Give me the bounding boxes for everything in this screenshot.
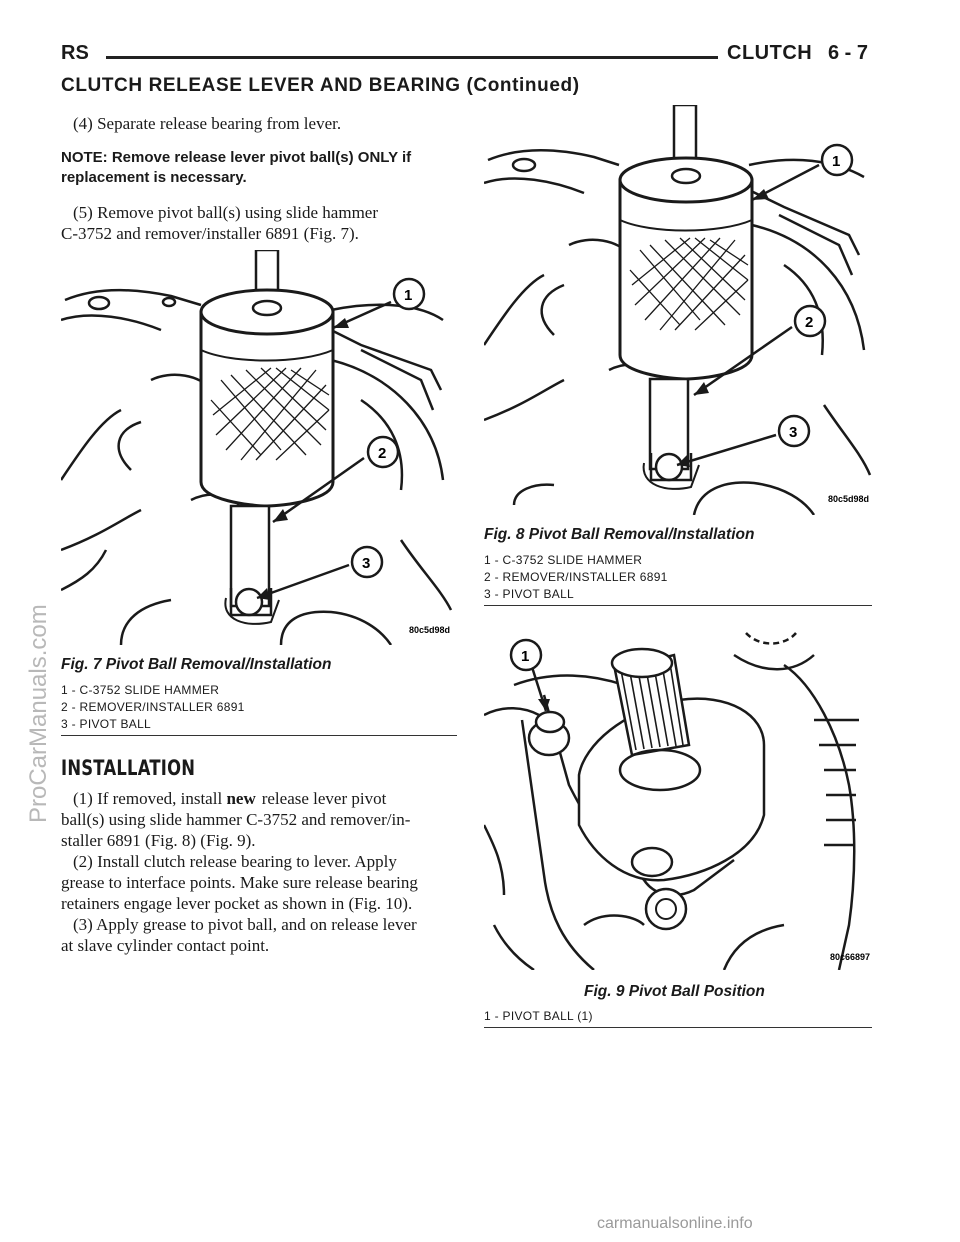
fig8-illustration: [484, 105, 872, 515]
header-rule: [106, 56, 718, 59]
header-page-number: 6 - 7: [828, 42, 869, 64]
install-step-3-line-1: (3) Apply grease to pivot ball, and on release lever: [73, 915, 417, 934]
removal-step-5-line-1: (5) Remove pivot ball(s) using slide hammer: [73, 203, 378, 222]
fig7-legend-item-1: 1 - C-3752 SLIDE HAMMER: [61, 683, 220, 697]
bottom-watermark: carmanualsonline.info: [597, 1215, 753, 1232]
fig9-callout-1: 1: [521, 648, 530, 665]
fig8-callout-1: 1: [832, 153, 841, 170]
fig9-caption-title: Fig. 9 Pivot Ball Position: [584, 983, 765, 1000]
fig8-legend-item-2: 2 - REMOVER/INSTALLER 6891: [484, 570, 668, 584]
install-step-1-text-a: (1) If removed, install: [73, 789, 227, 808]
header-manual-code: RS: [61, 42, 89, 64]
fig8-legend-item-3: 3 - PIVOT BALL: [484, 587, 575, 601]
installation-heading: INSTALLATION: [61, 756, 196, 780]
install-step-3-line-2: at slave cylinder contact point.: [61, 936, 270, 955]
fig7-legend-item-3: 3 - PIVOT BALL: [61, 717, 152, 731]
install-step-2-line-1: (2) Install clutch release bearing to lever. Apply: [73, 852, 397, 871]
fig7-drawing-code: 80c5d98d: [409, 625, 451, 635]
install-step-1-bold: new: [226, 789, 256, 808]
fig9-legend-item-1: 1 - PIVOT BALL (1): [484, 1009, 593, 1023]
fig8-caption-title: Fig. 8 Pivot Ball Removal/Installation: [484, 526, 755, 543]
fig7-caption-title: Fig. 7 Pivot Ball Removal/Installation: [61, 656, 332, 673]
note-line-1: NOTE: Remove release lever pivot ball(s) ONLY if: [61, 149, 412, 166]
fig7-callout-1: 1: [404, 287, 413, 304]
side-watermark-text: ProCarManuals.com: [25, 604, 52, 823]
install-step-1-line-1: [73, 788, 386, 809]
removal-step-5-line-2: C-3752 and remover/installer 6891 (Fig. 7).: [61, 224, 359, 243]
fig9-caption-rule: [484, 1027, 872, 1028]
fig9-drawing-code: 80c66897: [830, 952, 871, 962]
fig8-caption-rule: [484, 605, 872, 606]
note-line-2: replacement is necessary.: [61, 169, 247, 186]
fig7-callout-3: 3: [362, 555, 371, 572]
fig7-illustration: [61, 250, 457, 645]
fig8-drawing-code: 80c5d98d: [828, 494, 870, 504]
fig8-callout-3: 3: [789, 424, 798, 441]
header-chapter: CLUTCH: [727, 42, 813, 64]
install-step-1-line-3: staller 6891 (Fig. 8) (Fig. 9).: [61, 831, 256, 850]
install-step-1-text-b: release lever pivot: [261, 789, 387, 808]
fig7-legend-item-2: 2 - REMOVER/INSTALLER 6891: [61, 700, 245, 714]
section-title: CLUTCH RELEASE LEVER AND BEARING (Continued): [61, 75, 580, 96]
fig7-callout-2: 2: [378, 445, 387, 462]
side-watermark: [16, 505, 58, 825]
install-step-2-line-2: grease to interface points. Make sure release bearing: [61, 873, 418, 892]
install-step-2-line-3: retainers engage lever pocket as shown in (Fig. 10).: [61, 894, 413, 913]
fig8-legend-item-1: 1 - C-3752 SLIDE HAMMER: [484, 553, 643, 567]
fig9-illustration: [484, 625, 872, 970]
fig8-callout-2: 2: [805, 314, 814, 331]
fig7-caption-rule: [61, 735, 457, 736]
install-step-1-line-2: ball(s) using slide hammer C-3752 and remover/in-: [61, 810, 411, 829]
removal-step-4: (4) Separate release bearing from lever.: [73, 114, 342, 133]
